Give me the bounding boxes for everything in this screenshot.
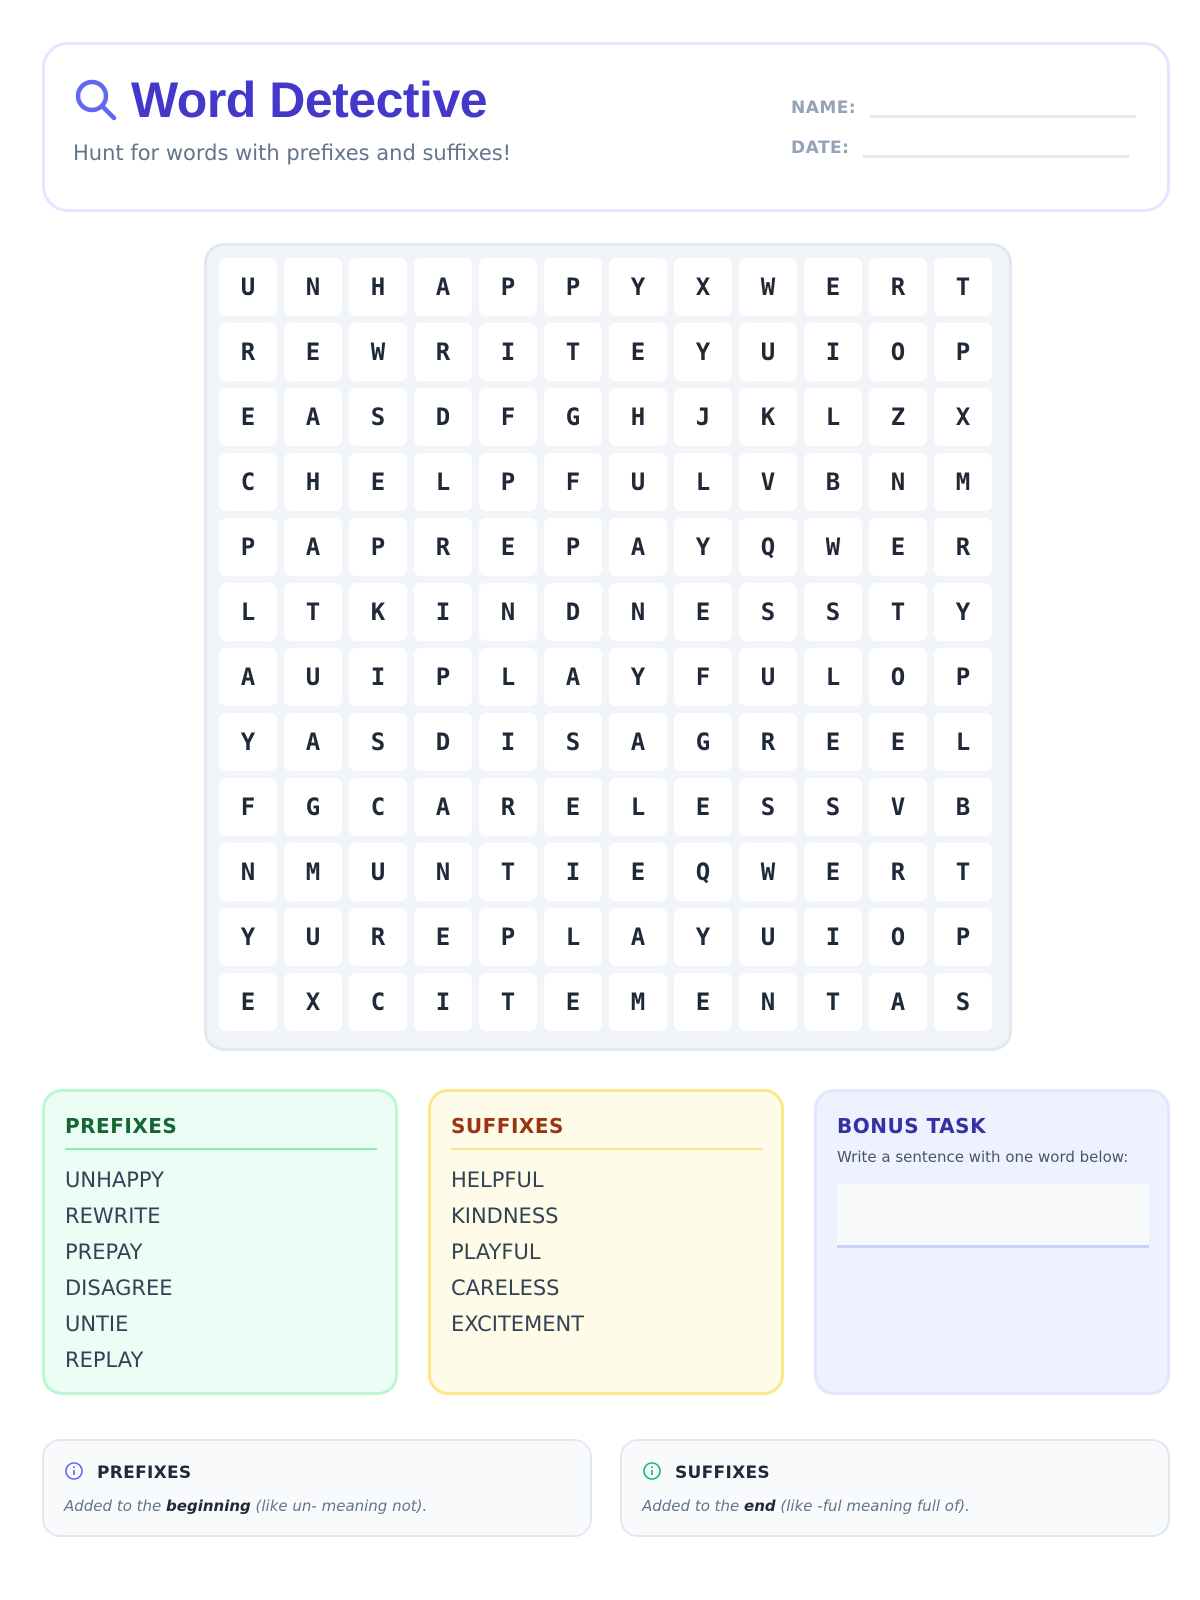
grid-cell[interactable]: T — [804, 973, 862, 1031]
grid-cell[interactable]: P — [544, 258, 602, 316]
grid-cell[interactable]: I — [414, 973, 472, 1031]
grid-cell[interactable]: S — [739, 778, 797, 836]
grid-cell[interactable]: K — [739, 388, 797, 446]
grid-cell[interactable]: D — [414, 388, 472, 446]
word-list-item: REWRITE — [65, 1204, 161, 1228]
grid-cell[interactable]: R — [934, 518, 992, 576]
grid-cell[interactable]: V — [739, 453, 797, 511]
info-icon — [642, 1461, 662, 1485]
grid-cell[interactable]: U — [739, 323, 797, 381]
grid-cell[interactable]: N — [609, 583, 667, 641]
suffix-info-description: Added to the end (like -ful meaning full of). — [642, 1497, 970, 1515]
name-input-line[interactable] — [870, 95, 1136, 118]
grid-cell[interactable]: E — [674, 973, 732, 1031]
grid-cell[interactable]: Y — [674, 518, 732, 576]
grid-cell[interactable]: E — [544, 778, 602, 836]
grid-cell[interactable]: P — [414, 648, 472, 706]
grid-cell[interactable]: Y — [674, 908, 732, 966]
grid-cell[interactable]: P — [219, 518, 277, 576]
grid-cell[interactable]: E — [544, 973, 602, 1031]
grid-cell[interactable]: A — [609, 908, 667, 966]
grid-cell[interactable]: I — [479, 323, 537, 381]
grid-cell[interactable]: U — [349, 843, 407, 901]
word-list-item: EXCITEMENT — [451, 1312, 585, 1336]
grid-cell[interactable]: E — [804, 713, 862, 771]
title-row — [73, 72, 488, 128]
grid-cell[interactable]: W — [349, 323, 407, 381]
grid-cell[interactable]: N — [479, 583, 537, 641]
grid-cell[interactable]: I — [544, 843, 602, 901]
grid-cell[interactable]: U — [284, 908, 342, 966]
grid-cell[interactable]: H — [609, 388, 667, 446]
grid-cell[interactable]: S — [739, 583, 797, 641]
grid-cell[interactable]: A — [869, 973, 927, 1031]
grid-cell[interactable]: Q — [739, 518, 797, 576]
suffixes-word-list — [451, 1162, 584, 1342]
grid-cell[interactable]: F — [219, 778, 277, 836]
page-title: Word Detective — [131, 72, 488, 128]
grid-cell[interactable]: N — [869, 453, 927, 511]
grid-cell[interactable]: E — [479, 518, 537, 576]
grid-cell[interactable]: L — [674, 453, 732, 511]
grid-cell[interactable]: C — [219, 453, 277, 511]
grid-cell[interactable]: S — [544, 713, 602, 771]
grid-cell[interactable]: G — [284, 778, 342, 836]
grid-cell[interactable]: Y — [609, 648, 667, 706]
suffix-info-box — [620, 1439, 1170, 1537]
grid-cell[interactable]: X — [934, 388, 992, 446]
grid-cell[interactable]: F — [544, 453, 602, 511]
suffixes-title: SUFFIXES — [451, 1114, 564, 1138]
grid-cell[interactable]: E — [414, 908, 472, 966]
grid-cell[interactable]: P — [934, 323, 992, 381]
word-list-item: UNTIE — [65, 1312, 129, 1336]
grid-cell[interactable]: I — [804, 908, 862, 966]
word-list-item: CARELESS — [451, 1276, 560, 1300]
grid-cell[interactable]: Y — [609, 258, 667, 316]
grid-cell[interactable]: G — [544, 388, 602, 446]
grid-cell[interactable]: E — [219, 973, 277, 1031]
grid-cell[interactable]: R — [414, 518, 472, 576]
info-icon — [64, 1461, 84, 1485]
grid-cell[interactable]: R — [739, 713, 797, 771]
grid-cell[interactable]: E — [219, 388, 277, 446]
bonus-title: BONUS TASK — [837, 1114, 987, 1138]
grid-cell[interactable]: Y — [934, 583, 992, 641]
grid-cell[interactable]: I — [349, 648, 407, 706]
grid-cell[interactable]: S — [804, 778, 862, 836]
grid-cell[interactable]: M — [284, 843, 342, 901]
grid-cell[interactable]: P — [934, 648, 992, 706]
word-list-item: KINDNESS — [451, 1204, 559, 1228]
prefix-info-title: PREFIXES — [97, 1463, 192, 1483]
prefix-info-box — [42, 1439, 592, 1537]
grid-cell[interactable]: E — [349, 453, 407, 511]
grid-cell[interactable]: L — [609, 778, 667, 836]
grid-cell[interactable]: T — [544, 323, 602, 381]
grid-cell[interactable]: H — [349, 258, 407, 316]
grid-cell[interactable]: A — [219, 648, 277, 706]
prefix-info-description: Added to the beginning (like un- meaning not). — [64, 1497, 428, 1515]
grid-cell[interactable]: V — [869, 778, 927, 836]
grid-cell[interactable]: U — [739, 648, 797, 706]
grid-cell[interactable]: L — [414, 453, 472, 511]
grid-cell[interactable]: U — [219, 258, 277, 316]
grid-cell[interactable]: N — [219, 843, 277, 901]
grid-cell[interactable]: E — [284, 323, 342, 381]
prefix-info-header — [64, 1461, 191, 1485]
grid-cell[interactable]: R — [219, 323, 277, 381]
grid-cell[interactable]: A — [609, 518, 667, 576]
page-subtitle: Hunt for words with prefixes and suffixes! — [73, 141, 512, 165]
grid-cell[interactable]: T — [934, 843, 992, 901]
grid-cell[interactable]: P — [544, 518, 602, 576]
grid-cell[interactable]: L — [804, 388, 862, 446]
grid-cell[interactable]: P — [479, 908, 537, 966]
grid-cell[interactable]: T — [934, 258, 992, 316]
grid-cell[interactable]: U — [284, 648, 342, 706]
grid-cell[interactable]: J — [674, 388, 732, 446]
suffixes-word-box — [428, 1089, 784, 1395]
grid-cell[interactable]: M — [934, 453, 992, 511]
grid-cell[interactable]: E — [674, 583, 732, 641]
grid-cell[interactable]: M — [609, 973, 667, 1031]
grid-cell[interactable]: A — [414, 778, 472, 836]
grid-cell[interactable]: O — [869, 323, 927, 381]
grid-cell[interactable]: A — [284, 388, 342, 446]
grid-cell[interactable]: P — [479, 453, 537, 511]
grid-cell[interactable]: E — [609, 843, 667, 901]
grid-cell[interactable]: N — [739, 973, 797, 1031]
bonus-sentence-input[interactable] — [837, 1184, 1149, 1248]
grid-cell[interactable]: B — [804, 453, 862, 511]
grid-cell[interactable]: Y — [219, 713, 277, 771]
grid-cell[interactable]: L — [804, 648, 862, 706]
date-field — [791, 135, 1129, 158]
bonus-instruction: Write a sentence with one word below: — [837, 1148, 1129, 1166]
grid-cell[interactable]: K — [349, 583, 407, 641]
grid-cell[interactable]: N — [284, 258, 342, 316]
grid-cell[interactable]: A — [609, 713, 667, 771]
grid-cell[interactable]: S — [349, 388, 407, 446]
grid-cell[interactable]: I — [414, 583, 472, 641]
grid-cell[interactable]: P — [349, 518, 407, 576]
grid-cell[interactable]: E — [869, 518, 927, 576]
grid-cell[interactable]: G — [674, 713, 732, 771]
grid-cell[interactable]: Z — [869, 388, 927, 446]
word-search-grid — [204, 243, 1012, 1051]
grid-cell[interactable]: O — [869, 908, 927, 966]
grid-cell[interactable]: L — [934, 713, 992, 771]
grid-cell[interactable]: I — [479, 713, 537, 771]
grid-cell[interactable]: T — [284, 583, 342, 641]
grid-cell[interactable]: I — [804, 323, 862, 381]
grid-cell[interactable]: R — [349, 908, 407, 966]
grid-cell[interactable]: U — [609, 453, 667, 511]
suffix-info-header — [642, 1461, 770, 1485]
word-list-item: HELPFUL — [451, 1168, 544, 1192]
grid-cell[interactable]: L — [544, 908, 602, 966]
prefixes-divider — [65, 1148, 377, 1150]
grid-cell[interactable]: C — [349, 778, 407, 836]
grid-cell[interactable]: E — [804, 258, 862, 316]
grid-cell[interactable]: D — [414, 713, 472, 771]
grid-cell[interactable]: O — [869, 648, 927, 706]
date-label: DATE: — [791, 138, 850, 158]
grid-cell[interactable]: E — [804, 843, 862, 901]
grid-cell[interactable]: A — [544, 648, 602, 706]
word-list-item: PREPAY — [65, 1240, 143, 1264]
grid-cell[interactable]: E — [674, 778, 732, 836]
prefixes-title: PREFIXES — [65, 1114, 178, 1138]
grid-cell[interactable]: W — [739, 258, 797, 316]
prefixes-word-list — [65, 1162, 172, 1378]
grid-cell[interactable]: A — [284, 713, 342, 771]
search-icon — [73, 77, 119, 123]
grid-cell[interactable]: Y — [219, 908, 277, 966]
grid-cell[interactable]: F — [674, 648, 732, 706]
grid-cell[interactable]: B — [934, 778, 992, 836]
word-list-item: UNHAPPY — [65, 1168, 164, 1192]
grid-cell[interactable]: N — [414, 843, 472, 901]
name-field — [791, 95, 1136, 118]
grid-cell[interactable]: E — [869, 713, 927, 771]
date-input-line[interactable] — [863, 135, 1129, 158]
grid-cell[interactable]: S — [349, 713, 407, 771]
grid-cell[interactable]: Y — [674, 323, 732, 381]
grid-cell[interactable]: X — [284, 973, 342, 1031]
grid-cell[interactable]: R — [479, 778, 537, 836]
grid-cell[interactable]: R — [869, 258, 927, 316]
grid-cell[interactable]: S — [934, 973, 992, 1031]
suffixes-divider — [451, 1148, 763, 1150]
grid-cell[interactable]: T — [479, 973, 537, 1031]
suffix-info-title: SUFFIXES — [675, 1463, 770, 1483]
grid-cell[interactable]: T — [869, 583, 927, 641]
grid-cell[interactable]: T — [479, 843, 537, 901]
prefixes-word-box — [42, 1089, 398, 1395]
grid-cell[interactable]: P — [934, 908, 992, 966]
grid-cell[interactable]: R — [869, 843, 927, 901]
word-list-item: REPLAY — [65, 1348, 144, 1372]
grid-cell[interactable]: L — [479, 648, 537, 706]
grid-cell[interactable]: A — [414, 258, 472, 316]
word-list-item: PLAYFUL — [451, 1240, 541, 1264]
word-list-item: DISAGREE — [65, 1276, 173, 1300]
grid-cell[interactable]: C — [349, 973, 407, 1031]
grid-cell[interactable]: H — [284, 453, 342, 511]
name-label: NAME: — [791, 98, 857, 118]
grid-cell[interactable]: U — [739, 908, 797, 966]
grid-cell[interactable]: S — [804, 583, 862, 641]
grid-cell[interactable]: L — [219, 583, 277, 641]
header-card — [42, 42, 1170, 212]
grid-cell[interactable]: W — [804, 518, 862, 576]
grid-cell[interactable]: P — [479, 258, 537, 316]
grid-cell[interactable]: F — [479, 388, 537, 446]
grid-cell[interactable]: W — [739, 843, 797, 901]
grid-cell[interactable]: R — [414, 323, 472, 381]
grid-cell[interactable]: A — [284, 518, 342, 576]
grid-cell[interactable]: D — [544, 583, 602, 641]
grid-cell[interactable]: X — [674, 258, 732, 316]
grid-cells — [219, 258, 992, 1031]
grid-cell[interactable]: E — [609, 323, 667, 381]
grid-cell[interactable]: Q — [674, 843, 732, 901]
bonus-task-box — [814, 1089, 1170, 1395]
